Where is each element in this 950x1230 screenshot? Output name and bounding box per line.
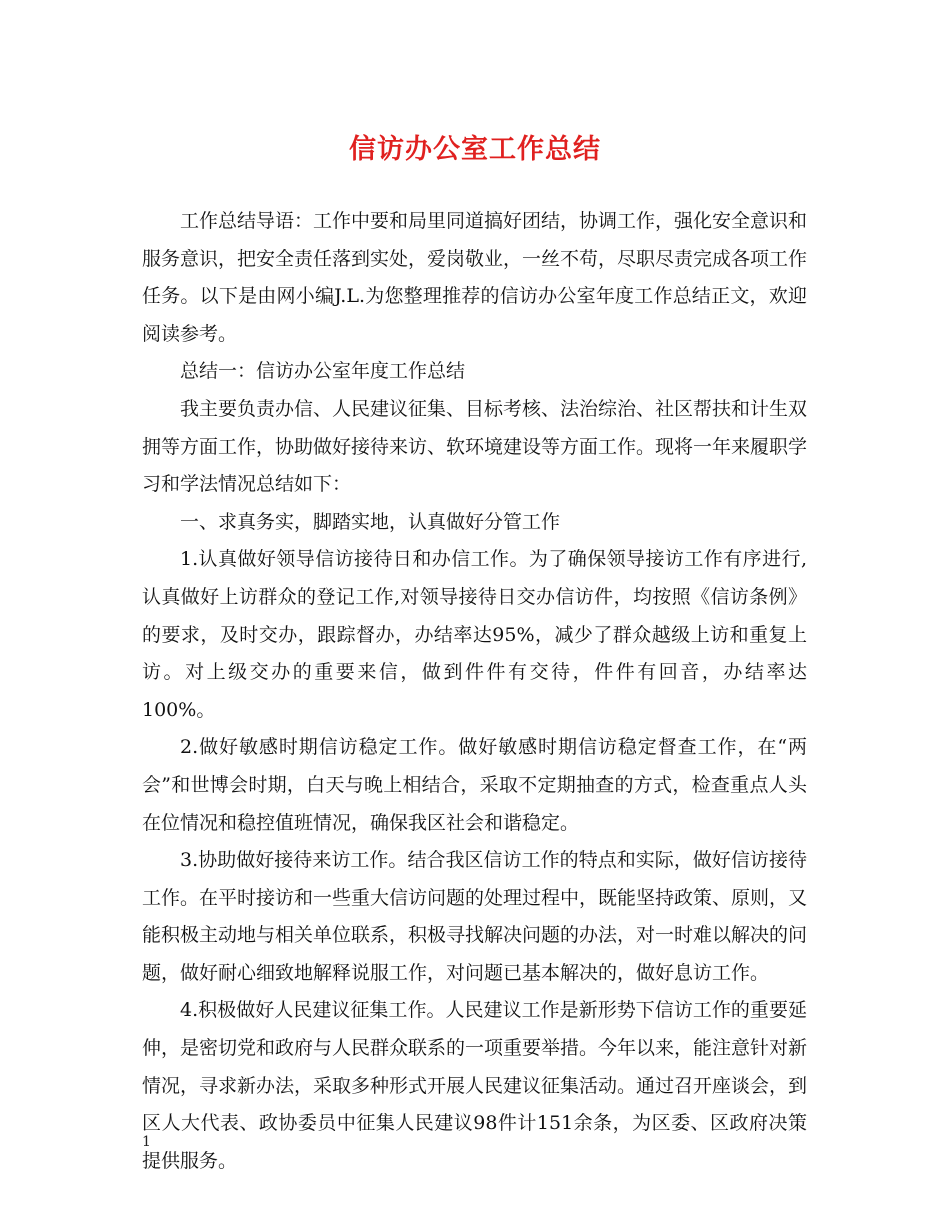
document-body	[142, 203, 807, 1180]
paragraph-intro: 工作总结导语：工作中要和局里同道搞好团结，协调工作，强化安全意识和服务意识，把安全责任落到实处，爱岗敬业，一丝不苟，尽职尽责完成各项工作任务。以下是由网小编J.L.为您整理推荐的信访办公室年度工作总结正文，欢迎阅读参考。	[142, 210, 808, 345]
page-number: 1	[142, 1134, 151, 1150]
paragraph-item-4: 4.积极做好人民建议征集工作。人民建议工作是新形势下信访工作的重要延伸，是密切党和政府与人民群众联系的一项重要举措。今年以来，能注意针对新情况，寻求新办法，采取多种形式开展人民建议征集活动。通过召开座谈会，到区人大代表、政协委员中征集人民建议98件计151余条，为区委、区政府决策提供服务。	[142, 999, 808, 1172]
paragraph-subheading: 一、求真务实，脚踏实地，认真做好分管工作	[180, 510, 561, 533]
paragraph-overview: 我主要负责办信、人民建议征集、目标考核、法治综治、社区帮扶和计生双拥等方面工作，协助做好接待来访、软环境建设等方面工作。现将一年来履职学习和学法情况总结如下：	[142, 397, 808, 496]
paragraph-section-heading: 总结一：信访办公室年度工作总结	[180, 360, 466, 383]
paragraph-item-1: 1.认真做好领导信访接待日和办信工作。为了确保领导接访工作有序进行,认真做好上访群众的登记工作,对领导接待日交办信访件，均按照《信访条例》的要求，及时交办，跟踪督办，办结率达95%，减少了群众越级上访和重复上访。对上级交办的重要来信，做到件件有交待，件件有回音，办结率达 100%。	[142, 548, 807, 721]
paragraph-item-3: 3.协助做好接待来访工作。结合我区信访工作的特点和实际，做好信访接待工作。在平时接访和一些重大信访问题的处理过程中，既能坚持政策、原则，又能积极主动地与相关单位联系，积极寻找解决问题的办法，对一时难以解决的问题，做好耐心细致地解释说服工作，对问题已基本解决的，做好息访工作。	[142, 849, 808, 984]
paragraph-item-2: 2.做好敏感时期信访稳定工作。做好敏感时期信访稳定督查工作，在“两会”和世博会时期，白天与晚上相结合，采取不定期抽查的方式，检查重点人头在位情况和稳控值班情况，确保我区社会和谐稳定。	[142, 736, 807, 834]
document-title: 信访办公室工作总结	[349, 134, 601, 165]
